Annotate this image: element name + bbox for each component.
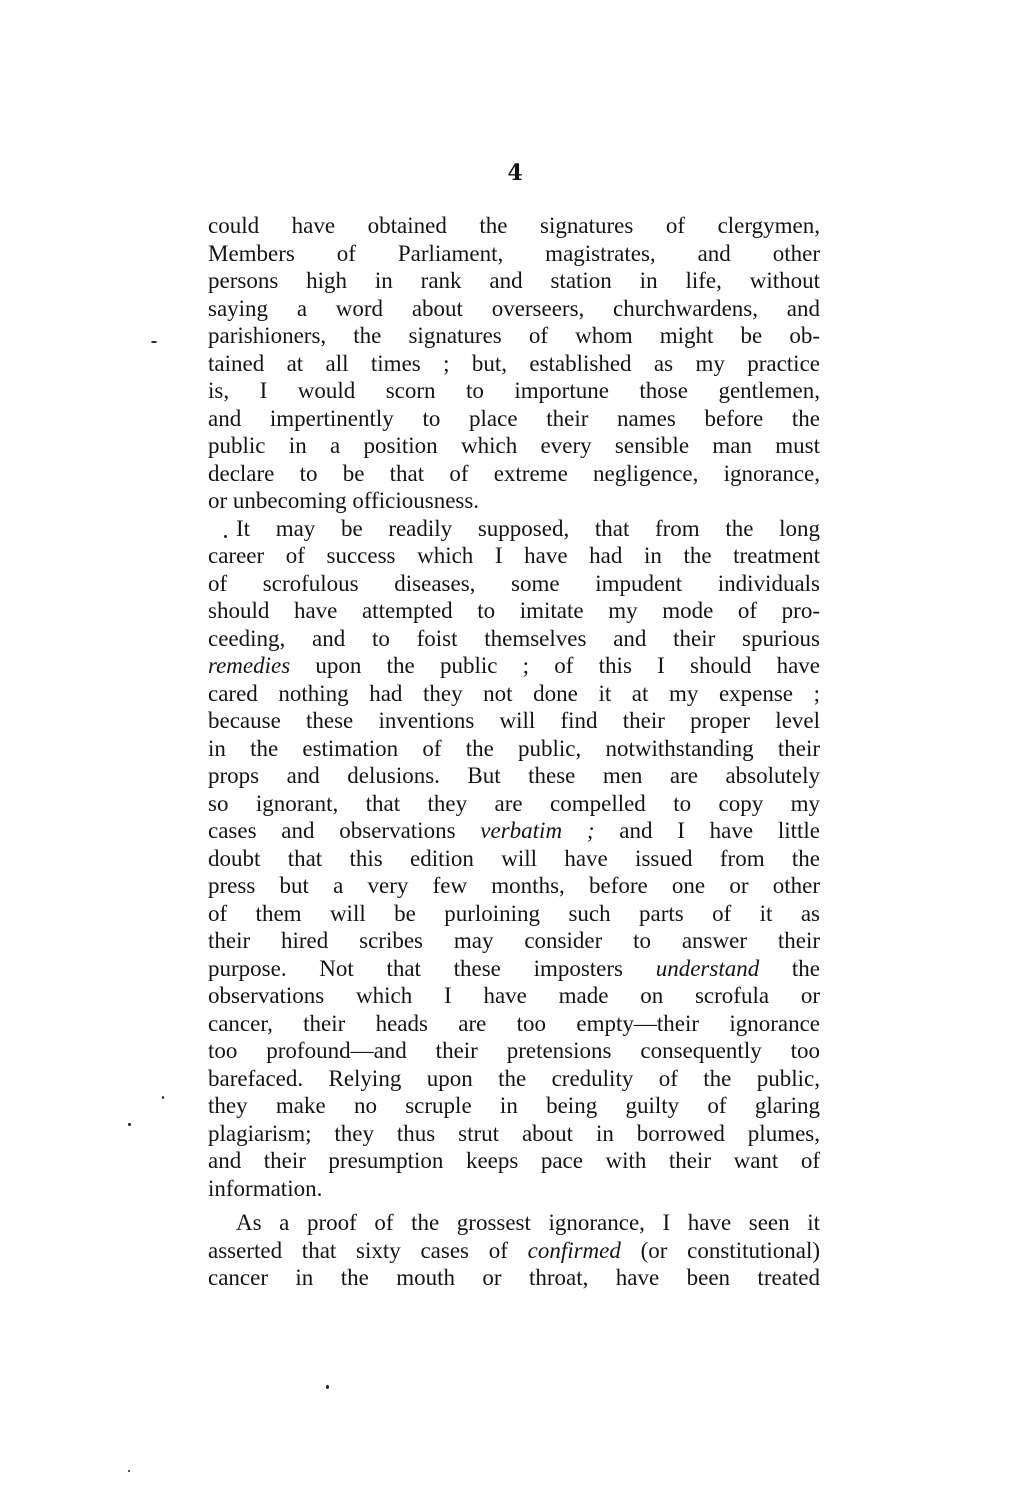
text-segment: saying a word about overseers, churchwardens, and (208, 295, 820, 321)
ink-speck (151, 341, 157, 343)
text-line (208, 1065, 820, 1093)
text-segment: tained at all times ; but, established as my practice (208, 350, 820, 376)
text-segment: cancer, their heads are too empty—their ignorance (208, 1010, 820, 1036)
text-segment: parishioners, the signatures of whom might be ob- (208, 323, 820, 348)
text-segment: and I have little (594, 818, 820, 843)
text-line (208, 432, 820, 460)
text-segment: should have attempted to imitate my mode of pro- (208, 598, 820, 623)
text-line (208, 267, 820, 295)
text-segment: the (759, 955, 820, 981)
text-line (208, 927, 820, 955)
page-number: 4 (507, 160, 523, 186)
text-segment: too profound—and their pretensions consequently too (208, 1038, 820, 1063)
text-segment: It may be readily supposed, that from the long (236, 515, 820, 541)
text-segment: or unbecoming officiousness. (208, 488, 480, 513)
text-segment: As a proof of the grossest ignorance, I have seen it (236, 1210, 820, 1235)
text-line (208, 1209, 820, 1237)
text-segment: because these inventions will find their proper level (208, 708, 820, 733)
text-segment: upon the public ; of this I should have (290, 653, 820, 678)
text-line (208, 982, 820, 1010)
text-line (208, 680, 820, 708)
italic-text: understand (655, 955, 760, 981)
text-segment: of them will be purloining such parts of it as (208, 900, 820, 926)
text-segment: cancer in the mouth or throat, have been treated (208, 1265, 820, 1290)
text-line (208, 1092, 820, 1120)
text-line (208, 1175, 820, 1203)
text-line (208, 487, 820, 515)
text-line (208, 707, 820, 735)
text-line (208, 817, 820, 845)
ink-speck (128, 1123, 131, 1126)
text-line (208, 1037, 820, 1065)
text-segment: and their presumption keeps pace with their want of (208, 1148, 820, 1173)
text-segment: Members of Parliament, magistrates, and other (208, 240, 820, 266)
text-line (208, 350, 820, 378)
text-line (208, 1010, 820, 1038)
text-line (208, 625, 820, 653)
text-line (208, 322, 820, 350)
paragraph-gap (208, 1202, 820, 1209)
text-segment: their hired scribes may consider to answer their (208, 928, 820, 953)
text-segment: they make no scruple in being guilty of glaring (208, 1093, 820, 1118)
text-line (208, 460, 820, 488)
text-line (208, 845, 820, 873)
text-line (208, 900, 820, 928)
text-segment: persons high in rank and station in life, without (208, 268, 820, 293)
text-line (208, 762, 820, 790)
text-line (208, 597, 820, 625)
text-segment: is, I would scorn to importune those gentlemen, (208, 378, 820, 403)
text-line (208, 295, 820, 323)
italic-text: remedies (208, 653, 291, 678)
text-segment: of scrofulous diseases, some impudent individuals (208, 570, 820, 596)
text-line (208, 1237, 820, 1265)
text-segment: so ignorant, that they are compelled to copy my (208, 790, 820, 816)
text-segment: press but a very few months, before one or other (208, 873, 820, 898)
italic-text: confirmed (527, 1237, 621, 1263)
text-segment: plagiarism; they thus strut about in borrowed plumes, (208, 1120, 820, 1146)
text-line (208, 1147, 820, 1175)
text-line (208, 790, 820, 818)
ink-speck (224, 535, 227, 538)
ink-speck (128, 1470, 130, 1472)
text-segment: observations which I have made on scrofula or (208, 983, 820, 1008)
text-segment: could have obtained the signatures of clergymen, (208, 213, 820, 238)
text-line (208, 515, 820, 543)
text-line (208, 405, 820, 433)
text-segment: information. (208, 1175, 323, 1201)
text-segment: in the estimation of the public, notwithstanding their (208, 735, 820, 761)
text-line (208, 652, 820, 680)
text-line (208, 212, 820, 240)
text-line (208, 1264, 820, 1292)
ink-speck (326, 1385, 329, 1389)
text-line (208, 1120, 820, 1148)
text-segment: public in a position which every sensible man must (208, 433, 820, 458)
text-segment: doubt that this edition will have issued from the (208, 845, 820, 871)
text-line (208, 377, 820, 405)
ink-speck (162, 1096, 164, 1099)
text-segment: asserted that sixty cases of (208, 1237, 528, 1263)
text-segment: purpose. Not that these imposters (208, 955, 656, 981)
text-line (208, 872, 820, 900)
text-segment: declare to be that of extreme negligence, ignorance, (208, 460, 820, 486)
text-segment: props and delusions. But these men are absolutely (208, 763, 820, 788)
text-line (208, 542, 820, 570)
text-line (208, 240, 820, 268)
body-text (208, 212, 820, 1292)
text-line (208, 955, 820, 983)
text-line (208, 735, 820, 763)
text-segment: (or constitutional) (620, 1237, 821, 1263)
text-segment: career of success which I have had in the treatment (208, 543, 820, 568)
italic-text: verbatim ; (480, 818, 595, 843)
text-segment: barefaced. Relying upon the credulity of the public, (208, 1065, 820, 1091)
text-segment: cases and observations (208, 818, 481, 843)
text-segment: ceeding, and to foist themselves and their spurious (208, 625, 820, 651)
text-segment: cared nothing had they not done it at my expense ; (208, 680, 820, 706)
text-segment: and impertinently to place their names before the (208, 405, 820, 431)
text-line (208, 570, 820, 598)
